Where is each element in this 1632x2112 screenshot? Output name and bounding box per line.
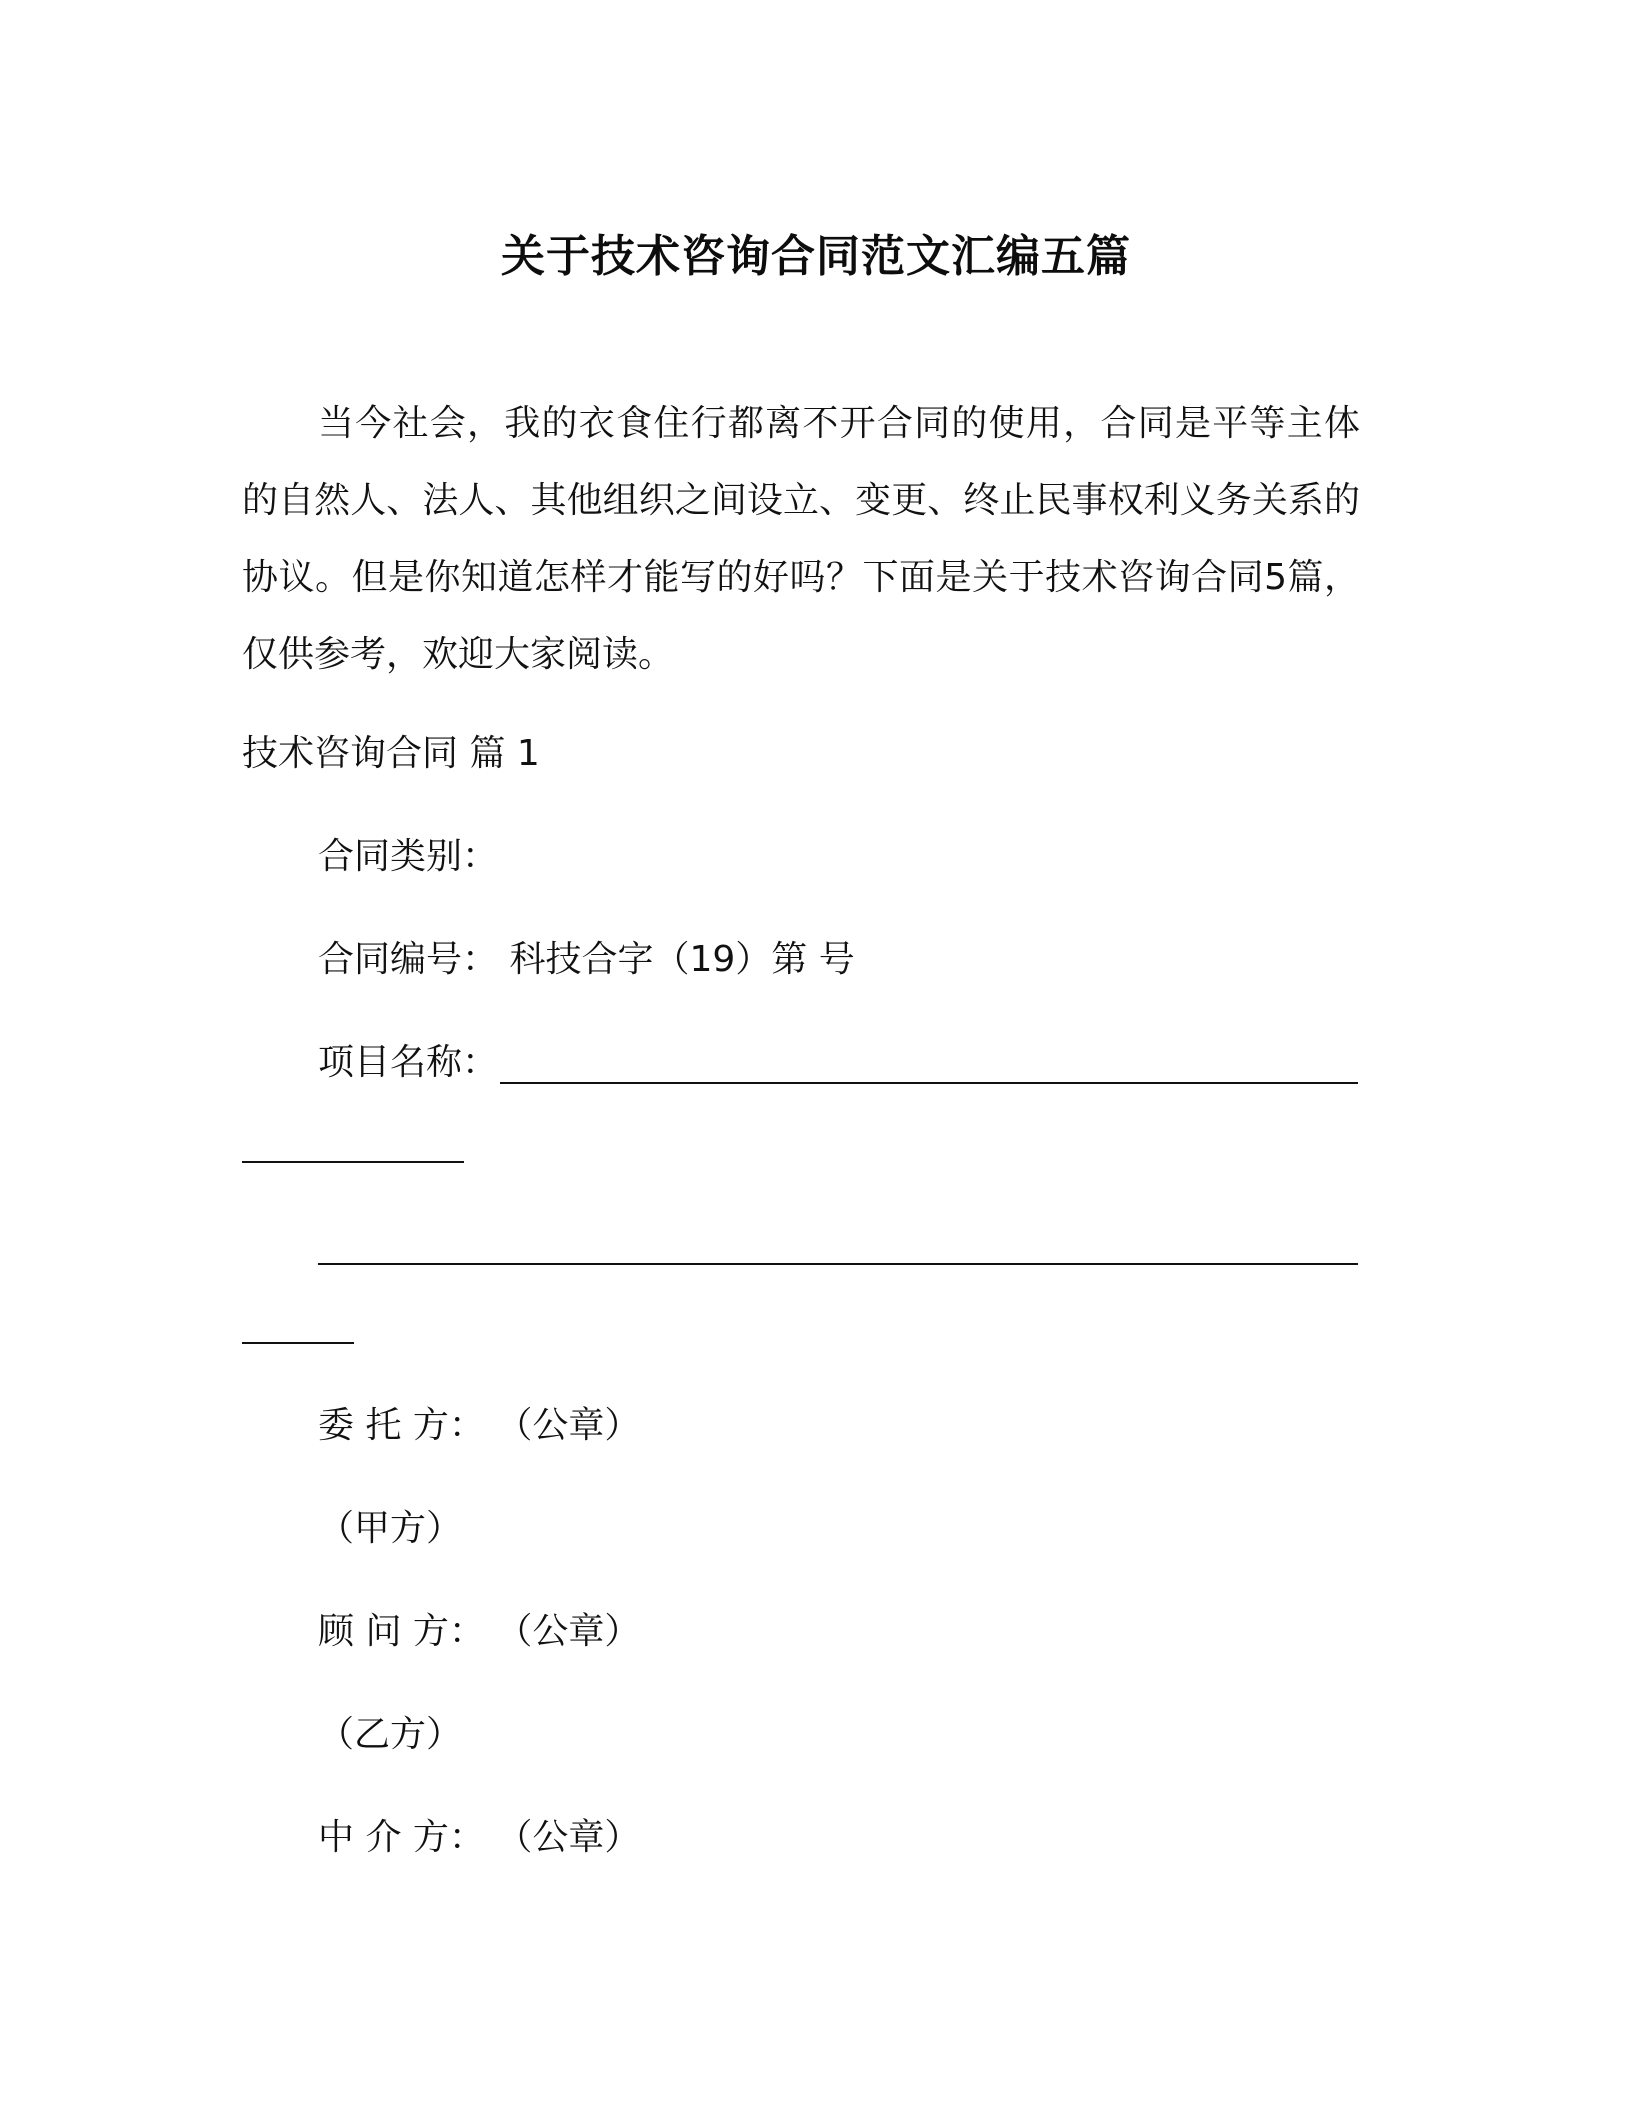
contract-number-row: [318, 936, 855, 984]
contract-number-label: 合同编号：: [318, 939, 499, 980]
project-name-blank-line-continued: [242, 1161, 464, 1163]
intermediary-row: [318, 1814, 640, 1862]
blank-line-continued: [242, 1342, 354, 1344]
client-row: [318, 1402, 640, 1450]
consultant-label: 顾 问 方：: [318, 1611, 485, 1652]
consultant-party: （乙方）: [318, 1714, 463, 1755]
client-label: 委 托 方：: [318, 1405, 485, 1446]
intermediary-label: 中 介 方：: [318, 1817, 485, 1858]
intermediary-seal: （公章）: [496, 1817, 641, 1858]
intro-paragraph: 当今社会，我的衣食住行都离不开合同的使用，合同是平等主体的自然人、法人、其他组织之间设立、变更、终止民事权利义务关系的协议。但是你知道怎样才能写的好吗？下面是关于技术咨询合同5篇，仅供参考，欢迎大家阅读。: [242, 403, 1360, 675]
client-seal: （公章）: [496, 1405, 641, 1446]
project-name-label: 项目名称：: [318, 1042, 499, 1083]
blank-line: [318, 1263, 1358, 1265]
contract-type-label: 合同类别：: [318, 836, 499, 877]
client-party: （甲方）: [318, 1508, 463, 1549]
consultant-seal: （公章）: [496, 1611, 641, 1652]
section-heading: 技术咨询合同 篇 1: [242, 733, 540, 774]
document-title: 关于技术咨询合同范文汇编五篇: [501, 231, 1131, 282]
contract-number-value: 科技合字（19）第 号: [509, 939, 855, 980]
consultant-row: [318, 1608, 640, 1656]
project-name-blank-line: [500, 1082, 1358, 1084]
